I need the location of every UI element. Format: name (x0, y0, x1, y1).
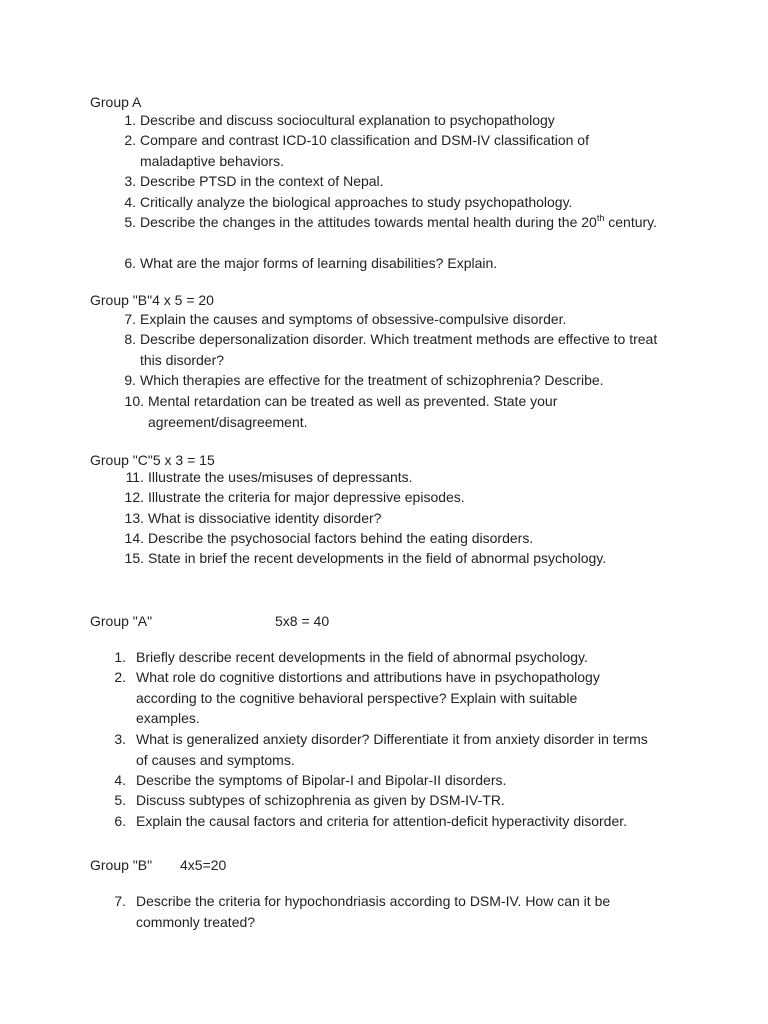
question-number: 9. (124, 372, 136, 388)
question-number: 11. (125, 469, 144, 485)
s1-group-c-heading: Group "C"5 x 3 = 15 (90, 452, 215, 468)
question-number: 3. (124, 173, 136, 189)
question-text: Mental retardation can be treated as well as prevented. State your agreement/disagreement. (148, 393, 558, 430)
s2-question-7 (114, 891, 656, 932)
s1-question-9 (124, 370, 670, 391)
s1-question-1 (124, 110, 660, 131)
question-text: What is generalized anxiety disorder? Differentiate it from anxiety disorder in terms of causes and symptoms. (136, 731, 648, 768)
s2-group-a-heading (90, 611, 330, 631)
question-text: Illustrate the criteria for major depressive episodes. (148, 489, 465, 505)
s1-question-6 (124, 253, 660, 274)
question-number: 13. (124, 510, 144, 526)
question-text: Which therapies are effective for the treatment of schizophrenia? Describe. (140, 372, 604, 388)
s1-question-14 (124, 528, 668, 549)
s2-question-4 (114, 770, 656, 791)
s2-question-6 (114, 811, 696, 832)
question-text-main: Describe the changes in the attitudes towards mental health during the 20 (140, 214, 597, 230)
question-text: What role do cognitive distortions and attributions have in psychopathology according to the cognitive behavioral perspective? Explain with suitable examples. (136, 669, 600, 726)
s2-question-3 (114, 729, 656, 770)
group-title: Group "B" (90, 857, 153, 873)
question-text-tail: century. (604, 214, 658, 230)
question-text: Discuss subtypes of schizophrenia as given by DSM-IV-TR. (136, 792, 505, 808)
question-text: Compare and contrast ICD-10 classification and DSM-IV classification of maladaptive behaviors. (140, 132, 589, 169)
question-text: What is dissociative identity disorder? (148, 510, 382, 526)
question-number: 1. (114, 649, 126, 665)
question-number: 1. (124, 112, 136, 128)
s1-question-12 (124, 487, 668, 508)
question-number: 14. (124, 530, 144, 546)
superscript-th: th (596, 213, 605, 223)
question-text: Describe the symptoms of Bipolar-I and Bipolar-II disorders. (136, 772, 507, 788)
s1-group-b-heading: Group "B"4 x 5 = 20 (90, 292, 214, 308)
question-number: 3. (114, 731, 126, 747)
s1-question-4 (124, 192, 660, 213)
question-number: 6. (124, 255, 136, 271)
group-marks: 4x5=20 (180, 857, 227, 873)
question-number: 4. (114, 772, 126, 788)
s1-question-11 (125, 467, 668, 488)
question-text (140, 212, 660, 233)
question-text: Describe PTSD in the context of Nepal. (140, 173, 384, 189)
question-text: Explain the causes and symptoms of obsessive-compulsive disorder. (140, 311, 567, 327)
s1-question-3 (124, 171, 660, 192)
s2-question-5 (114, 790, 656, 811)
question-text: State in brief the recent developments in the field of abnormal psychology. (148, 550, 607, 566)
s1-question-7 (124, 309, 670, 330)
s1-question-13 (124, 508, 668, 529)
question-text: Illustrate the uses/misuses of depressants. (148, 469, 413, 485)
question-text: Describe the criteria for hypochondriasis according to DSM-IV. How can it be commonly treated? (136, 893, 611, 930)
s1-question-2 (124, 130, 660, 171)
s2-question-2 (114, 667, 636, 729)
question-number: 7. (124, 311, 136, 327)
s2-question-1 (114, 647, 666, 668)
question-number: 10. (124, 393, 144, 409)
group-marks: 5x8 = 40 (275, 613, 330, 629)
question-number: 8. (124, 331, 136, 347)
question-number: 12. (124, 489, 144, 505)
question-text: Briefly describe recent developments in the field of abnormal psychology. (136, 649, 588, 665)
s1-question-5 (124, 212, 660, 233)
s1-group-a-heading: Group A (90, 94, 142, 110)
s1-question-15 (124, 548, 688, 569)
question-text: What are the major forms of learning disabilities? Explain. (140, 255, 498, 271)
question-text: Critically analyze the biological approaches to study psychopathology. (140, 194, 573, 210)
question-number: 4. (124, 194, 136, 210)
question-number: 15. (124, 550, 144, 566)
question-text: Describe and discuss sociocultural explanation to psychopathology (140, 112, 555, 128)
question-text: Describe the psychosocial factors behind the eating disorders. (148, 530, 534, 546)
group-title: Group "A" (90, 613, 153, 629)
question-text: Explain the causal factors and criteria for attention-deficit hyperactivity disorder. (136, 813, 628, 829)
s2-group-b-heading (90, 855, 227, 875)
question-number: 2. (114, 669, 126, 685)
question-number: 6. (114, 813, 126, 829)
question-number: 7. (114, 893, 126, 909)
s1-question-10 (124, 391, 608, 432)
s1-question-8 (124, 329, 670, 370)
question-text: Describe depersonalization disorder. Which treatment methods are effective to treat this disorder? (140, 331, 658, 368)
question-number: 5. (114, 792, 126, 808)
question-number: 5. (124, 214, 136, 230)
question-number: 2. (124, 132, 136, 148)
